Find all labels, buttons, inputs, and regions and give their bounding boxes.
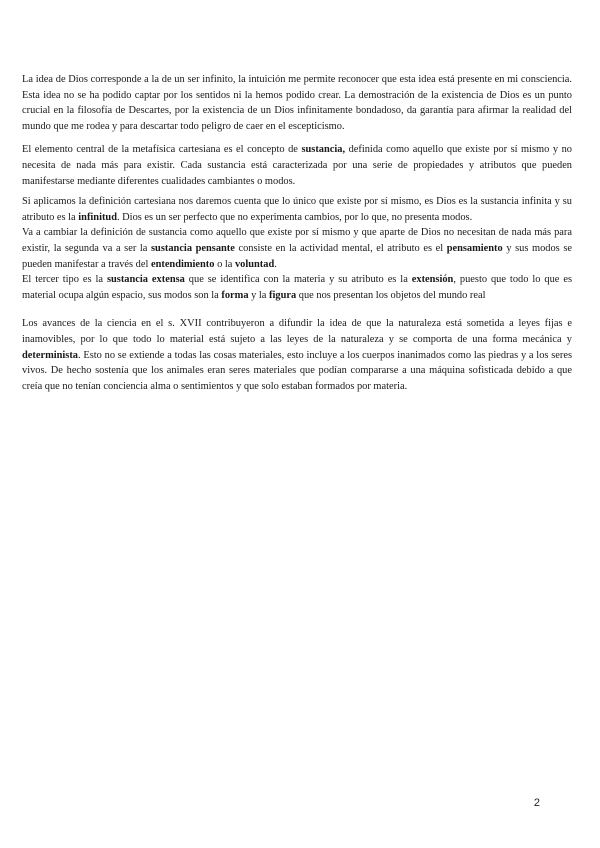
paragraph-text: El tercer tipo es la [22,274,107,286]
bold-term-figura: figura [269,289,297,301]
paragraph-substance [22,142,572,189]
paragraph-text: que se identifica con la materia y su atributo es la [184,274,412,286]
bold-term-pensamiento: pensamiento [446,242,503,254]
bold-term-forma: forma [221,289,249,301]
paragraph-text: . [274,258,277,270]
paragraph-text: que nos presentan los objetos del mundo real [296,289,486,301]
bold-term-extension: extensión [411,274,454,286]
paragraph-god-idea [22,72,572,134]
paragraph-text: La idea de Dios corresponde a la de un ser infinito, la intuición me permite reconocer que esta idea está presente en mi consciencia. Esta idea no se ha podido captar por los sentidos ni la hemos podido crear. La demostración de la existencia de Dios es un punto crucial en la filosofía de Descartes, por la existencia de un Dios infinitamente bondadoso, da garantía para afirmar la realidad del mundo que me rodea y para descartar todo peligro de caer en el escepticismo. [22,74,572,132]
bold-term-sustancia: sustancia, [301,144,346,156]
paragraph-infinite-substance [22,194,572,225]
paragraph-text: o la [214,258,235,270]
bold-term-determinista: determinista [22,349,78,361]
bold-term-entendimiento: entendimiento [150,258,215,270]
document-body [22,72,572,394]
paragraph-thinking-substance [22,225,572,272]
paragraph-text: y sus modos se pueden manifestar a través del [22,242,572,270]
paragraph-text: , puesto que todo lo que es material ocupa algún espacio, sus modos son la [22,274,573,301]
paragraph-text: definida como aquello que existe por sí mismo y no necesita de nada más para existir. Cada sustancia está caracterizada por una serie de propiedades y atributos que pueden manifestarse mediante diferentes cualidades cambiantes o modos. [22,144,572,187]
page-number: 2 [533,797,540,809]
paragraph-text: consiste en la actividad mental, el atributo es el [234,242,447,254]
paragraph-science-advances [22,316,572,394]
paragraph-text: . Esto no se extiende a todas las cosas materiales, esto incluye a los cuerpos inanimados como las piedras y a los seres vivos. De hecho sostenía que los animales eran seres materiales que podían compararse a una máquina sofisticada debido a que creía que no tenían conciencia alma o sentimientos y que solo estaban formados por materia. [22,349,572,392]
paragraph-text: . Dios es un ser perfecto que no experimenta cambios, por lo que, no presenta modos. [116,211,473,223]
paragraph-text: Va a cambiar la definición de sustancia como aquello que existe por sí mismo y que aparte de Dios no necesitan de nada más para existir, la segunda va a ser la [22,227,572,254]
paragraph-text: El elemento central de la metafísica cartesiana es el concepto de [22,144,302,156]
paragraph-text: y la [248,289,270,301]
paragraph-text: Si aplicamos la definición cartesiana nos daremos cuenta que lo único que existe por sí mismo, es Dios es la sustancia infinita y su atributo es la [22,196,572,223]
bold-term-sustancia-extensa: sustancia extensa [106,274,185,286]
bold-term-infinitud: infinitud [78,211,117,223]
paragraph-text: Los avances de la ciencia en el s. XVII contribuyeron a difundir la idea de que la naturaleza está sometida a leyes fijas e inamovibles, por lo que todo lo material está sujeto a las leyes de la naturaleza y se comporta de una forma mecánica y [22,318,572,345]
bold-term-sustancia-pensante: sustancia pensante [151,242,235,254]
paragraph-extended-substance [22,272,572,303]
bold-term-voluntad: voluntad [234,258,275,270]
